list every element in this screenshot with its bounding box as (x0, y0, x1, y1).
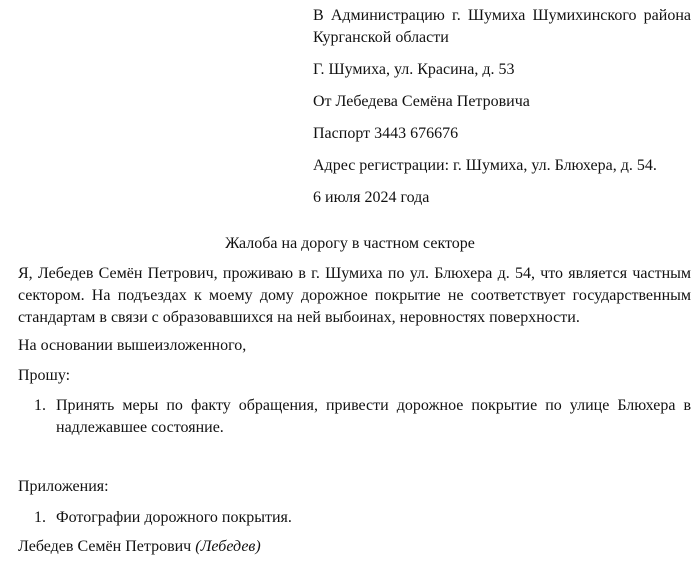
attachment-item-number: 1. (34, 509, 46, 526)
addressee-address: Г. Шумиха, ул. Красина, д. 53 (313, 61, 515, 78)
document-header (313, 5, 691, 209)
request-item-text: Принять меры по факту обращения, привести дорожное покрытие по улице Блюхера в надлежавшее состояние. (56, 397, 691, 436)
basis-line: На основании вышеизложенного, (18, 337, 247, 354)
passport-line: Паспорт 3443 676676 (313, 125, 459, 142)
signature-name: Лебедев Семён Петрович (18, 538, 192, 555)
complaint-paragraph: Я, Лебедев Семён Петрович, проживаю в г. Шумиха по ул. Блюхера д. 54, что является частным сектором. На подъездах к моему дому дорожное покрытие не соответствует государственным стандартам в связи с образовавшихся на ней выбоинах, неровностях поверхности. (18, 265, 691, 326)
registration-address: Адрес регистрации: г. Шумиха, ул. Блюхера, д. 54. (313, 157, 657, 174)
signature-line (18, 536, 261, 558)
sender-name: От Лебедева Семёна Петровича (313, 93, 530, 110)
attachments-label: Приложения: (18, 478, 109, 495)
request-item-number: 1. (34, 397, 46, 414)
attachment-item (34, 507, 691, 529)
request-item (34, 395, 691, 439)
addressee: В Администрацию г. Шумиха Шумихинского района Курганской области (313, 7, 691, 46)
complaint-paragraph-block (18, 263, 691, 329)
signature-handwritten: (Лебедев) (195, 538, 261, 555)
attachment-item-text: Фотографии дорожного покрытия. (56, 509, 292, 526)
document-date: 6 июля 2024 года (313, 189, 430, 206)
request-label: Прошу: (18, 367, 71, 384)
document-title: Жалоба на дорогу в частном секторе (225, 235, 475, 252)
